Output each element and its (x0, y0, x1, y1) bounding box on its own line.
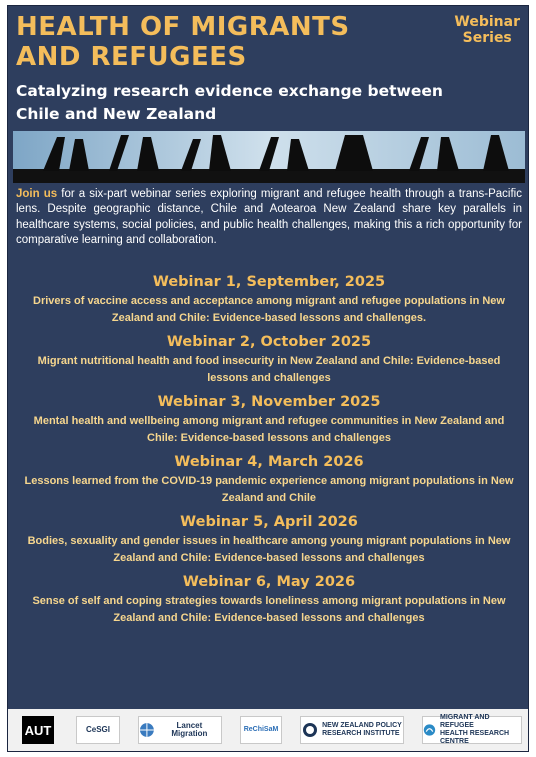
badge-line-2: Series (462, 30, 512, 46)
nzpri-emblem-icon (302, 722, 318, 738)
aut-logo: AUT (22, 716, 54, 744)
globe-icon (139, 722, 155, 738)
webinar-list (8, 272, 529, 632)
webinar-item (8, 392, 529, 447)
nzpri-line-1: NEW ZEALAND POLICY (322, 722, 402, 729)
subtitle-line-1: Catalyzing research evidence exchange between (16, 82, 443, 100)
webinar-description: Bodies, sexuality and gender issues in healthcare among young migrant populations in New Zealand and Chile: Evidence-based lessons and challenges (27, 535, 511, 564)
rechisam-logo-text: ReChiSaM (243, 726, 279, 733)
webinar-heading: Webinar 6, May 2026 (182, 574, 356, 590)
webinar-description: Sense of self and coping strategies towards loneliness among migrant populations in New Zealand and Chile: Evidence-based lessons and challenges (32, 595, 506, 624)
webinar-description: Mental health and wellbeing among migrant and refugee communities in New Zealand and Chile: Evidence-based lessons and challenges (33, 415, 505, 444)
webinar-item (8, 332, 529, 387)
webinar-description: Drivers of vaccine access and acceptance among migrant and refugee populations in New Zealand and Chile: Evidence-based lessons and challenges. (33, 295, 505, 324)
webinar-item (8, 272, 529, 327)
cesgi-logo (76, 716, 120, 744)
nzpri-line-2: RESEARCH INSTITUTE (322, 730, 400, 737)
mrhrc-line-1: MIGRANT AND REFUGEE (439, 714, 490, 729)
poster-subtitle (16, 80, 456, 126)
webinar-description: Lessons learned from the COVID-19 pandemic experience among migrant populations in New Zealand and Chile (24, 475, 514, 504)
walking-silhouettes-image (13, 131, 525, 183)
partner-logos-bar (8, 709, 529, 752)
nzpri-logo (300, 716, 404, 744)
webinar-heading: Webinar 4, March 2026 (174, 454, 364, 470)
intro-paragraph (16, 187, 522, 248)
lancet-migration-logo (138, 716, 222, 744)
webinar-description: Migrant nutritional health and food insecurity in New Zealand and Chile: Evidence-based lessons and challenges (37, 355, 501, 384)
title-line-2: AND REFUGEES (16, 42, 247, 72)
webinar-heading: Webinar 3, November 2025 (157, 394, 381, 410)
cesgi-logo-text: CeSGI (85, 725, 110, 734)
poster-title (16, 12, 350, 72)
title-line-1: HEALTH OF MIGRANTS (16, 12, 350, 42)
lancet-logo-text: Lancet Migration (171, 721, 208, 738)
mrhrc-line-2: HEALTH RESEARCH CENTRE (439, 730, 510, 745)
subtitle-line-2: Chile and New Zealand (16, 105, 217, 123)
webinar-heading: Webinar 1, September, 2025 (152, 274, 386, 290)
webinar-heading: Webinar 2, October 2025 (166, 334, 372, 350)
rechisam-logo (240, 716, 282, 744)
webinar-heading: Webinar 5, April 2026 (180, 514, 358, 530)
poster (7, 5, 529, 752)
intro-lead: Join us (16, 188, 58, 200)
badge-line-1: Webinar (454, 14, 520, 30)
webinar-item (8, 572, 529, 627)
webinar-item (8, 512, 529, 567)
intro-body: for a six-part webinar series exploring migrant and refugee health through a trans-Pacific lens. Despite geographic distance, Chile and Aotearoa New Zealand share key parallels in healthcare systems, social policies, and public health challenges, making this a rich opportunity for comparative learning and collaboration. (16, 188, 522, 246)
walking-people-banner (13, 131, 525, 183)
webinar-item (8, 452, 529, 507)
mrhrc-logo (422, 716, 522, 744)
mrhrc-emblem-icon (423, 722, 436, 738)
webinar-series-badge (454, 14, 520, 46)
